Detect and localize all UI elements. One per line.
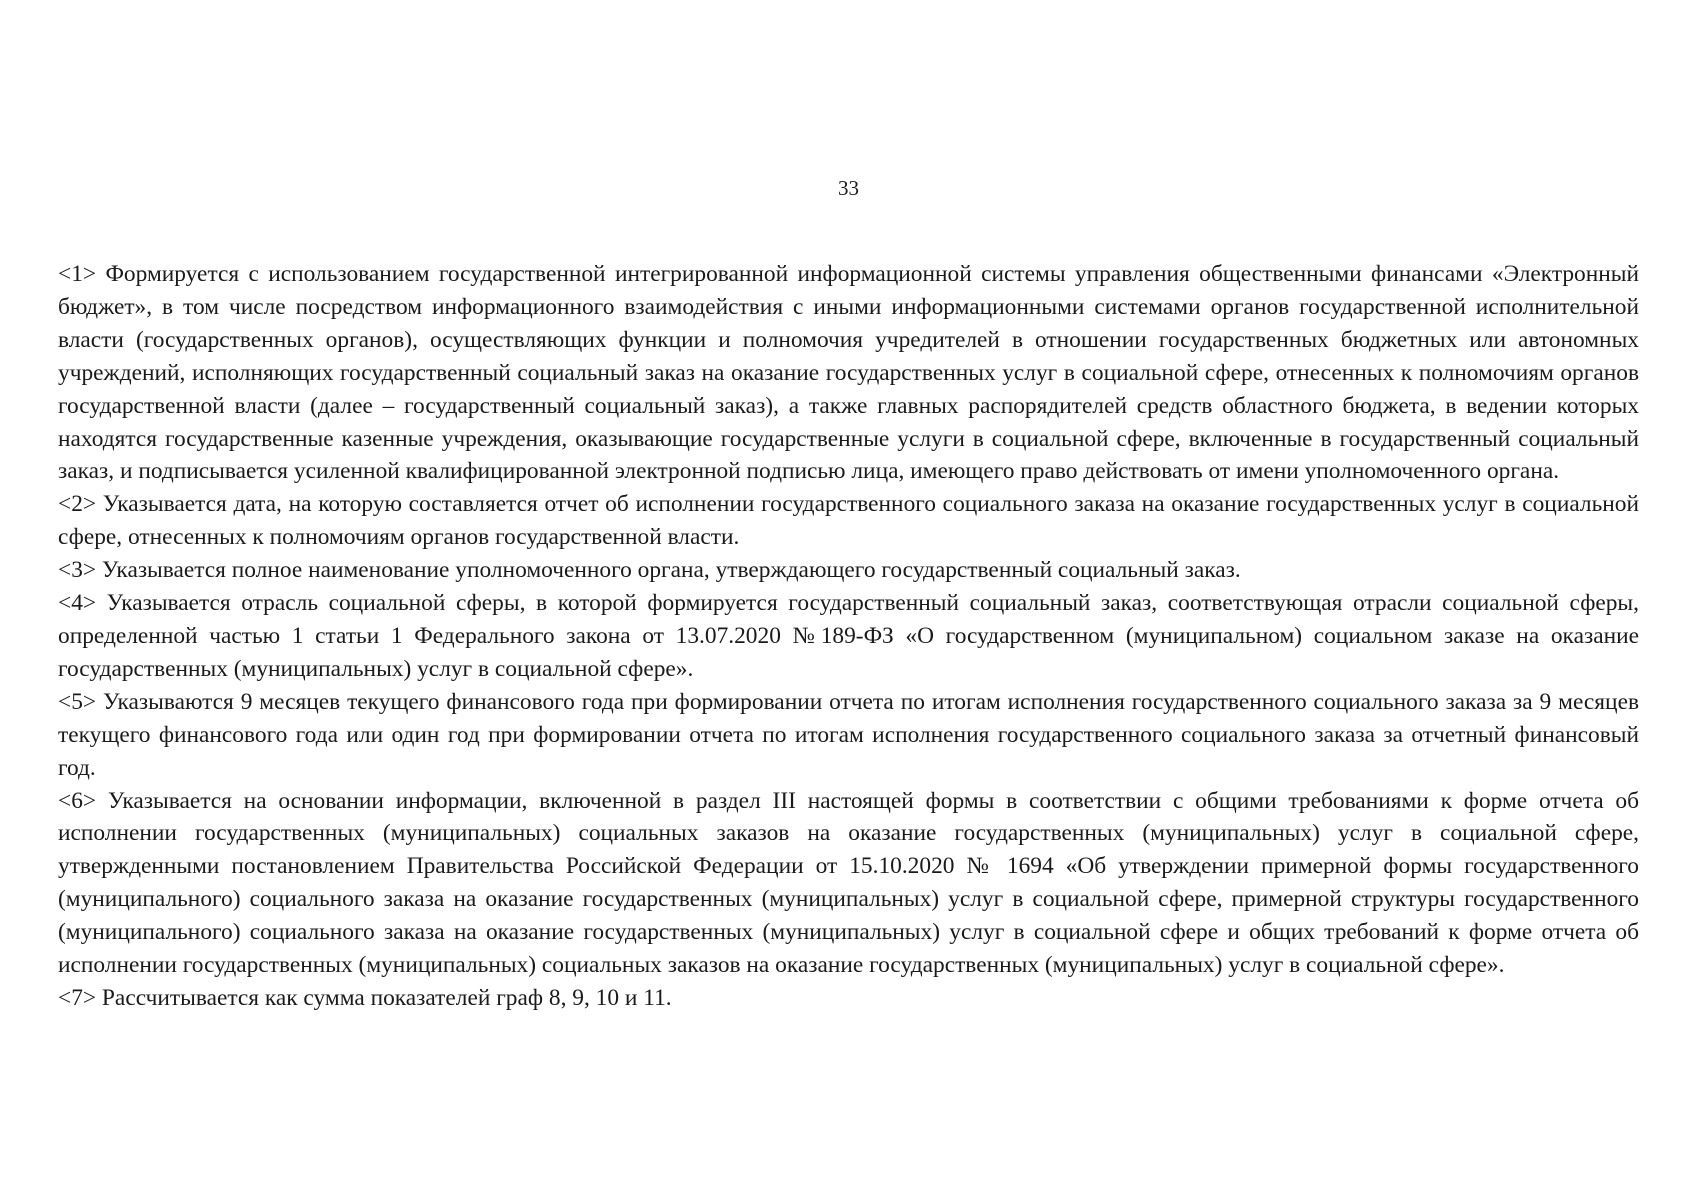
footnote-7: <7> Рассчитывается как сумма показателей граф 8, 9, 10 и 11. [58,984,672,1011]
page-number: 33 [838,176,859,200]
footnote-2: <2> Указывается дата, на которую составляется отчет об исполнении государственного социального заказа на оказание государственных услуг в социальной сфере, отнесенных к полномочиям органов государственной власти. [58,491,1639,551]
footnote-5: <5> Указываются 9 месяцев текущего финансового года при формировании отчета по итогам исполнения государственного социального заказа за 9 месяцев текущего финансового года или один год при формировании отчета по итогам исполнения государственного социального заказа за отчетный финансовый год. [58,688,1639,781]
footnotes-section [58,258,1639,1015]
footnote-6: <6> Указывается на основании информации, включенной в раздел III настоящей формы в соответствии с общими требованиями к форме отчета об исполнении государственных (муниципальных) социальных заказов на оказание государственных (муниципальных) услуг в социальной сфере, утвержденными постановлением Правительства Российской Федерации от 15.10.2020 № 1694 «Об утверждении примерной формы государственного (муниципального) социального заказа на оказание государственных (муниципальных) услуг в социальной сфере, примерной структуры государственного (муниципального) социального заказа на оказание государственных (муниципальных) услуг в социальной сфере и общих требований к форме отчета об исполнении государственных (муниципальных) социальных заказов на оказание государственных (муниципальных) услуг в социальной сфере». [58,787,1639,979]
footnote-3: <3> Указывается полное наименование уполномоченного органа, утверждающего государственный социальный заказ. [58,557,1241,584]
footnote-1: <1> Формируется с использованием государственной интегрированной информационной системы управления общественными финансами «Электронный бюджет», в том числе посредством информационного взаимодействия с иными информационными системами органов государственной исполнительной власти (государственных органов), осуществляющих функции и полномочия учредителей в отношении государственных бюджетных или автономных учреждений, исполняющих государственный социальный заказ на оказание государственных услуг в социальной сфере, отнесенных к полномочиям органов государственной власти (далее – государственный социальный заказ), а также главных распорядителей средств областного бюджета, в ведении которых находятся государственные казенные учреждения, оказывающие государственные услуги в социальной сфере, включенные в государственный социальный заказ, и подписывается усиленной квалифицированной электронной подписью лица, имеющего право действовать от имени уполномоченного органа. [58,261,1639,485]
footnote-4: <4> Указывается отрасль социальной сферы, в которой формируется государственный социальный заказ, соответствующая отрасли социальной сферы, определенной частью 1 статьи 1 Федерального закона от 13.07.2020 №189-ФЗ «О государственном (муниципальном) социальном заказе на оказание государственных (муниципальных) услуг в социальной сфере». [58,590,1639,682]
